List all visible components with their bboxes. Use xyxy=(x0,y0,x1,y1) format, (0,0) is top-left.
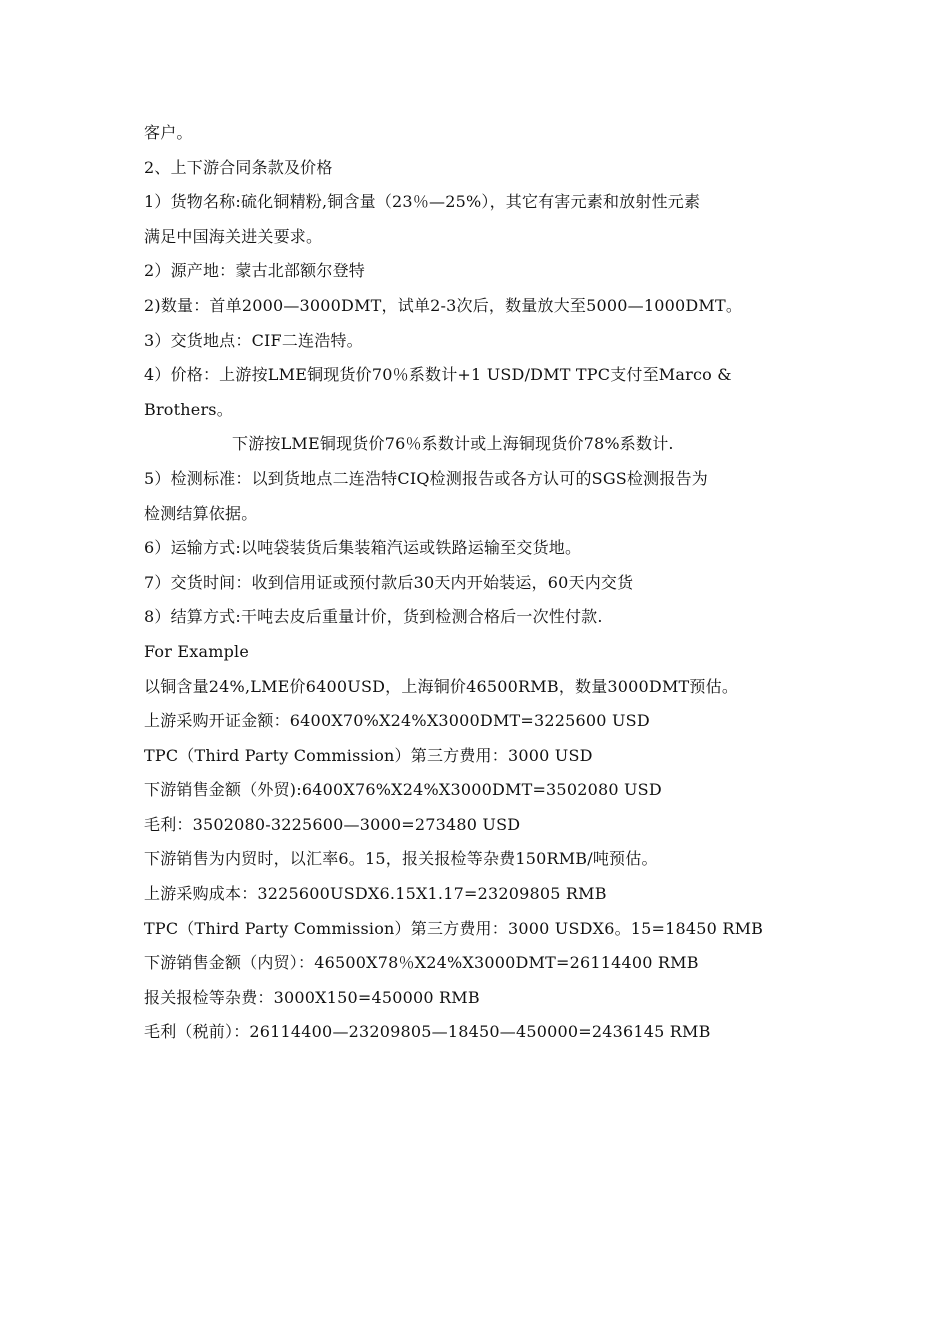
text-line: 以铜含量24%,LME价6400USD，上海铜价46500RMB，数量3000DMT预估。 xyxy=(144,676,739,696)
text-line: TPC（Third Party Commission）第三方费用：3000 USDX6。15=18450 RMB xyxy=(144,918,764,938)
example-heading: For Example xyxy=(144,641,250,661)
text-line: 客户。 xyxy=(144,123,193,142)
text-line: 报关报检等杂费：3000X150=450000 RMB xyxy=(144,987,480,1007)
text-line: 1）货物名称:硫化铜精粉,铜含量（23％—25%），其它有害元素和放射性元素 xyxy=(144,192,701,212)
text-line: 2)数量：首单2000—3000DMT，试单2-3次后，数量放大至5000—1000DMT。 xyxy=(144,295,743,315)
text-line: 下游销售金额（内贸）：46500X78％X24%X3000DMT=26114400 RMB xyxy=(144,953,699,973)
text-line: TPC（Third Party Commission）第三方费用：3000 USD xyxy=(144,745,593,765)
text-line: 6）运输方式:以吨袋装货后集装箱汽运或铁路运输至交货地。 xyxy=(144,538,582,558)
text-line: 8）结算方式:干吨去皮后重量计价，货到检测合格后一次性付款. xyxy=(144,607,603,627)
section-heading: 2、上下游合同条款及价格 xyxy=(144,157,333,177)
text-line: 上游采购成本：3225600USDX6.15X1.17=23209805 RMB xyxy=(144,884,607,904)
text-line: 5）检测标准：以到货地点二连浩特CIQ检测报告或各方认可的SGS检测报告为 xyxy=(144,468,708,488)
text-line: 3）交货地点：CIF二连浩特。 xyxy=(144,330,363,350)
text-line: 下游销售金额（外贸):6400X76%X24%X3000DMT=3502080 USD xyxy=(144,780,662,800)
text-line: 7）交货时间：收到信用证或预付款后30天内开始装运，60天内交货 xyxy=(144,572,634,592)
text-line: 下游销售为内贸时，以汇率6。15，报关报检等杂费150RMB/吨预估。 xyxy=(144,849,658,869)
text-line: Brothers。 xyxy=(144,399,233,419)
text-line: 毛利（税前）：26114400—23209805—18450—450000=2436145 RMB xyxy=(144,1022,711,1042)
text-line: 上游采购开证金额：6400X70%X24%X3000DMT=3225600 USD xyxy=(144,711,650,731)
text-line: 2）源产地：蒙古北部额尔登特 xyxy=(144,261,365,281)
text-line: 4）价格：上游按LME铜现货价70％系数计+1 USD/DMT TPC支付至Marco & xyxy=(144,365,732,385)
text-line: 检测结算依据。 xyxy=(144,503,258,523)
document-body xyxy=(144,116,814,1050)
text-line-indented: 下游按LME铜现货价76％系数计或上海铜现货价78%系数计. xyxy=(232,434,674,454)
text-line: 毛利：3502080-3225600—3000=273480 USD xyxy=(144,814,521,834)
text-line: 满足中国海关进关要求。 xyxy=(144,226,323,246)
